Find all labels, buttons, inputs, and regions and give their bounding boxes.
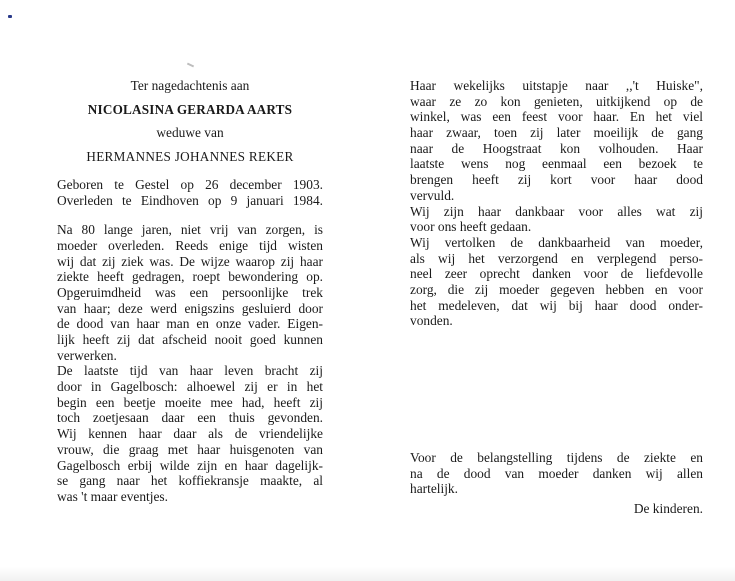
- ink-speck: [8, 15, 12, 18]
- text-line: vervuld.: [410, 187, 455, 203]
- text-line: toch zoetjesaan daar een thuis gevonden.: [57, 410, 323, 426]
- text-line: wij dat zij ziek was. De wijze waarop zij haar: [57, 253, 323, 269]
- memorial-text-left: [57, 222, 323, 504]
- text-line: Opgeruimdheid was een persoonlijke trek: [57, 284, 323, 300]
- text-line: neel zeer oprecht danken voor de liefdevolle: [410, 266, 703, 282]
- husband-name: HERMANNES JOHANNES REKER: [86, 149, 294, 165]
- text-line: was 't maar eventjes.: [57, 488, 168, 504]
- text-line: voor ons heeft gedaan.: [410, 219, 532, 235]
- text-line: De laatste tijd van haar leven bracht zij: [57, 363, 323, 379]
- death-line: Overleden te Eindhoven op 9 januari 1984.: [57, 192, 323, 208]
- text-line: moeder overleden. Reeds enige tijd wisten: [57, 237, 323, 253]
- text-line: ziekte heeft gedragen, roept bewondering op.: [57, 269, 323, 285]
- text-line: de dood van haar man en onze vader. Eigen-: [57, 316, 323, 332]
- widow-of-label: weduwe van: [156, 125, 224, 141]
- birth-line: Geboren te Gestel op 26 december 1903.: [57, 176, 323, 192]
- text-line: waar ze zo kon genieten, uitkijkend op de: [410, 93, 703, 109]
- text-line: vrouw, die graag met haar huisgenoten van: [57, 441, 323, 457]
- left-column: [57, 78, 323, 505]
- thanks-line: na de dood van moeder danken wij allen: [410, 465, 703, 481]
- text-line: winkel, was een feest voor haar. En het viel: [410, 109, 703, 125]
- text-line: Na 80 lange jaren, niet vrij van zorgen, is: [57, 222, 323, 238]
- text-line: van haar; deze werd enigszins gesluierd door: [57, 300, 323, 316]
- text-line: se gang naar het koffiekransje maakte, al: [57, 473, 323, 489]
- deceased-name: NICOLASINA GERARDA AARTS: [87, 101, 293, 117]
- paper-mark: [187, 63, 194, 68]
- right-column: [410, 78, 703, 329]
- text-line: Gagelbosch erbij wilde zijn en haar dagelijk-: [57, 457, 323, 473]
- text-line: lijk heeft zij dat afscheid nooit goed kunnen: [57, 332, 323, 347]
- thanks-line: hartelijk.: [410, 481, 458, 497]
- text-line: begin een beetje moeite mee had, heeft zij: [57, 394, 323, 410]
- life-dates: [57, 177, 323, 208]
- text-line: haar zwaar, toen zij later moeilijk de gang: [410, 125, 703, 141]
- thanks-block: [410, 450, 703, 517]
- in-memory-heading: Ter nagedachtenis aan: [130, 78, 250, 93]
- text-line: door in Gagelbosch: alhoewel zij er in het: [57, 379, 323, 395]
- text-line: naar de Hoogstraat kon volhouden. Haar: [410, 140, 703, 156]
- text-line: vonden.: [410, 313, 453, 329]
- text-line: zorg, die zij moeder gegeven hebben en voor: [410, 281, 703, 297]
- thanks-line: Voor de belangstelling tijdens de ziekte en: [410, 450, 703, 465]
- card-bottom-edge: [0, 567, 735, 581]
- text-line: laatste wens nog eenmaal een bezoek te: [410, 156, 703, 172]
- text-line: Wij kennen haar daar als de vriendelijke: [57, 426, 323, 442]
- signature: De kinderen.: [633, 501, 703, 517]
- text-line: brengen heeft zij kort voor haar dood: [410, 172, 703, 188]
- text-line: Haar wekelijks uitstapje naar ,,'t Huiske",: [410, 78, 703, 93]
- text-line: verwerken.: [57, 347, 117, 363]
- text-line: Wij vertolken de dankbaarheid van moeder,: [410, 234, 703, 250]
- text-line: als wij het verzorgend en verplegend perso-: [410, 250, 703, 266]
- text-line: Wij zijn haar dankbaar voor alles wat zij: [410, 203, 703, 219]
- text-line: het medeleven, dat wij bij haar dood onder-: [410, 297, 703, 313]
